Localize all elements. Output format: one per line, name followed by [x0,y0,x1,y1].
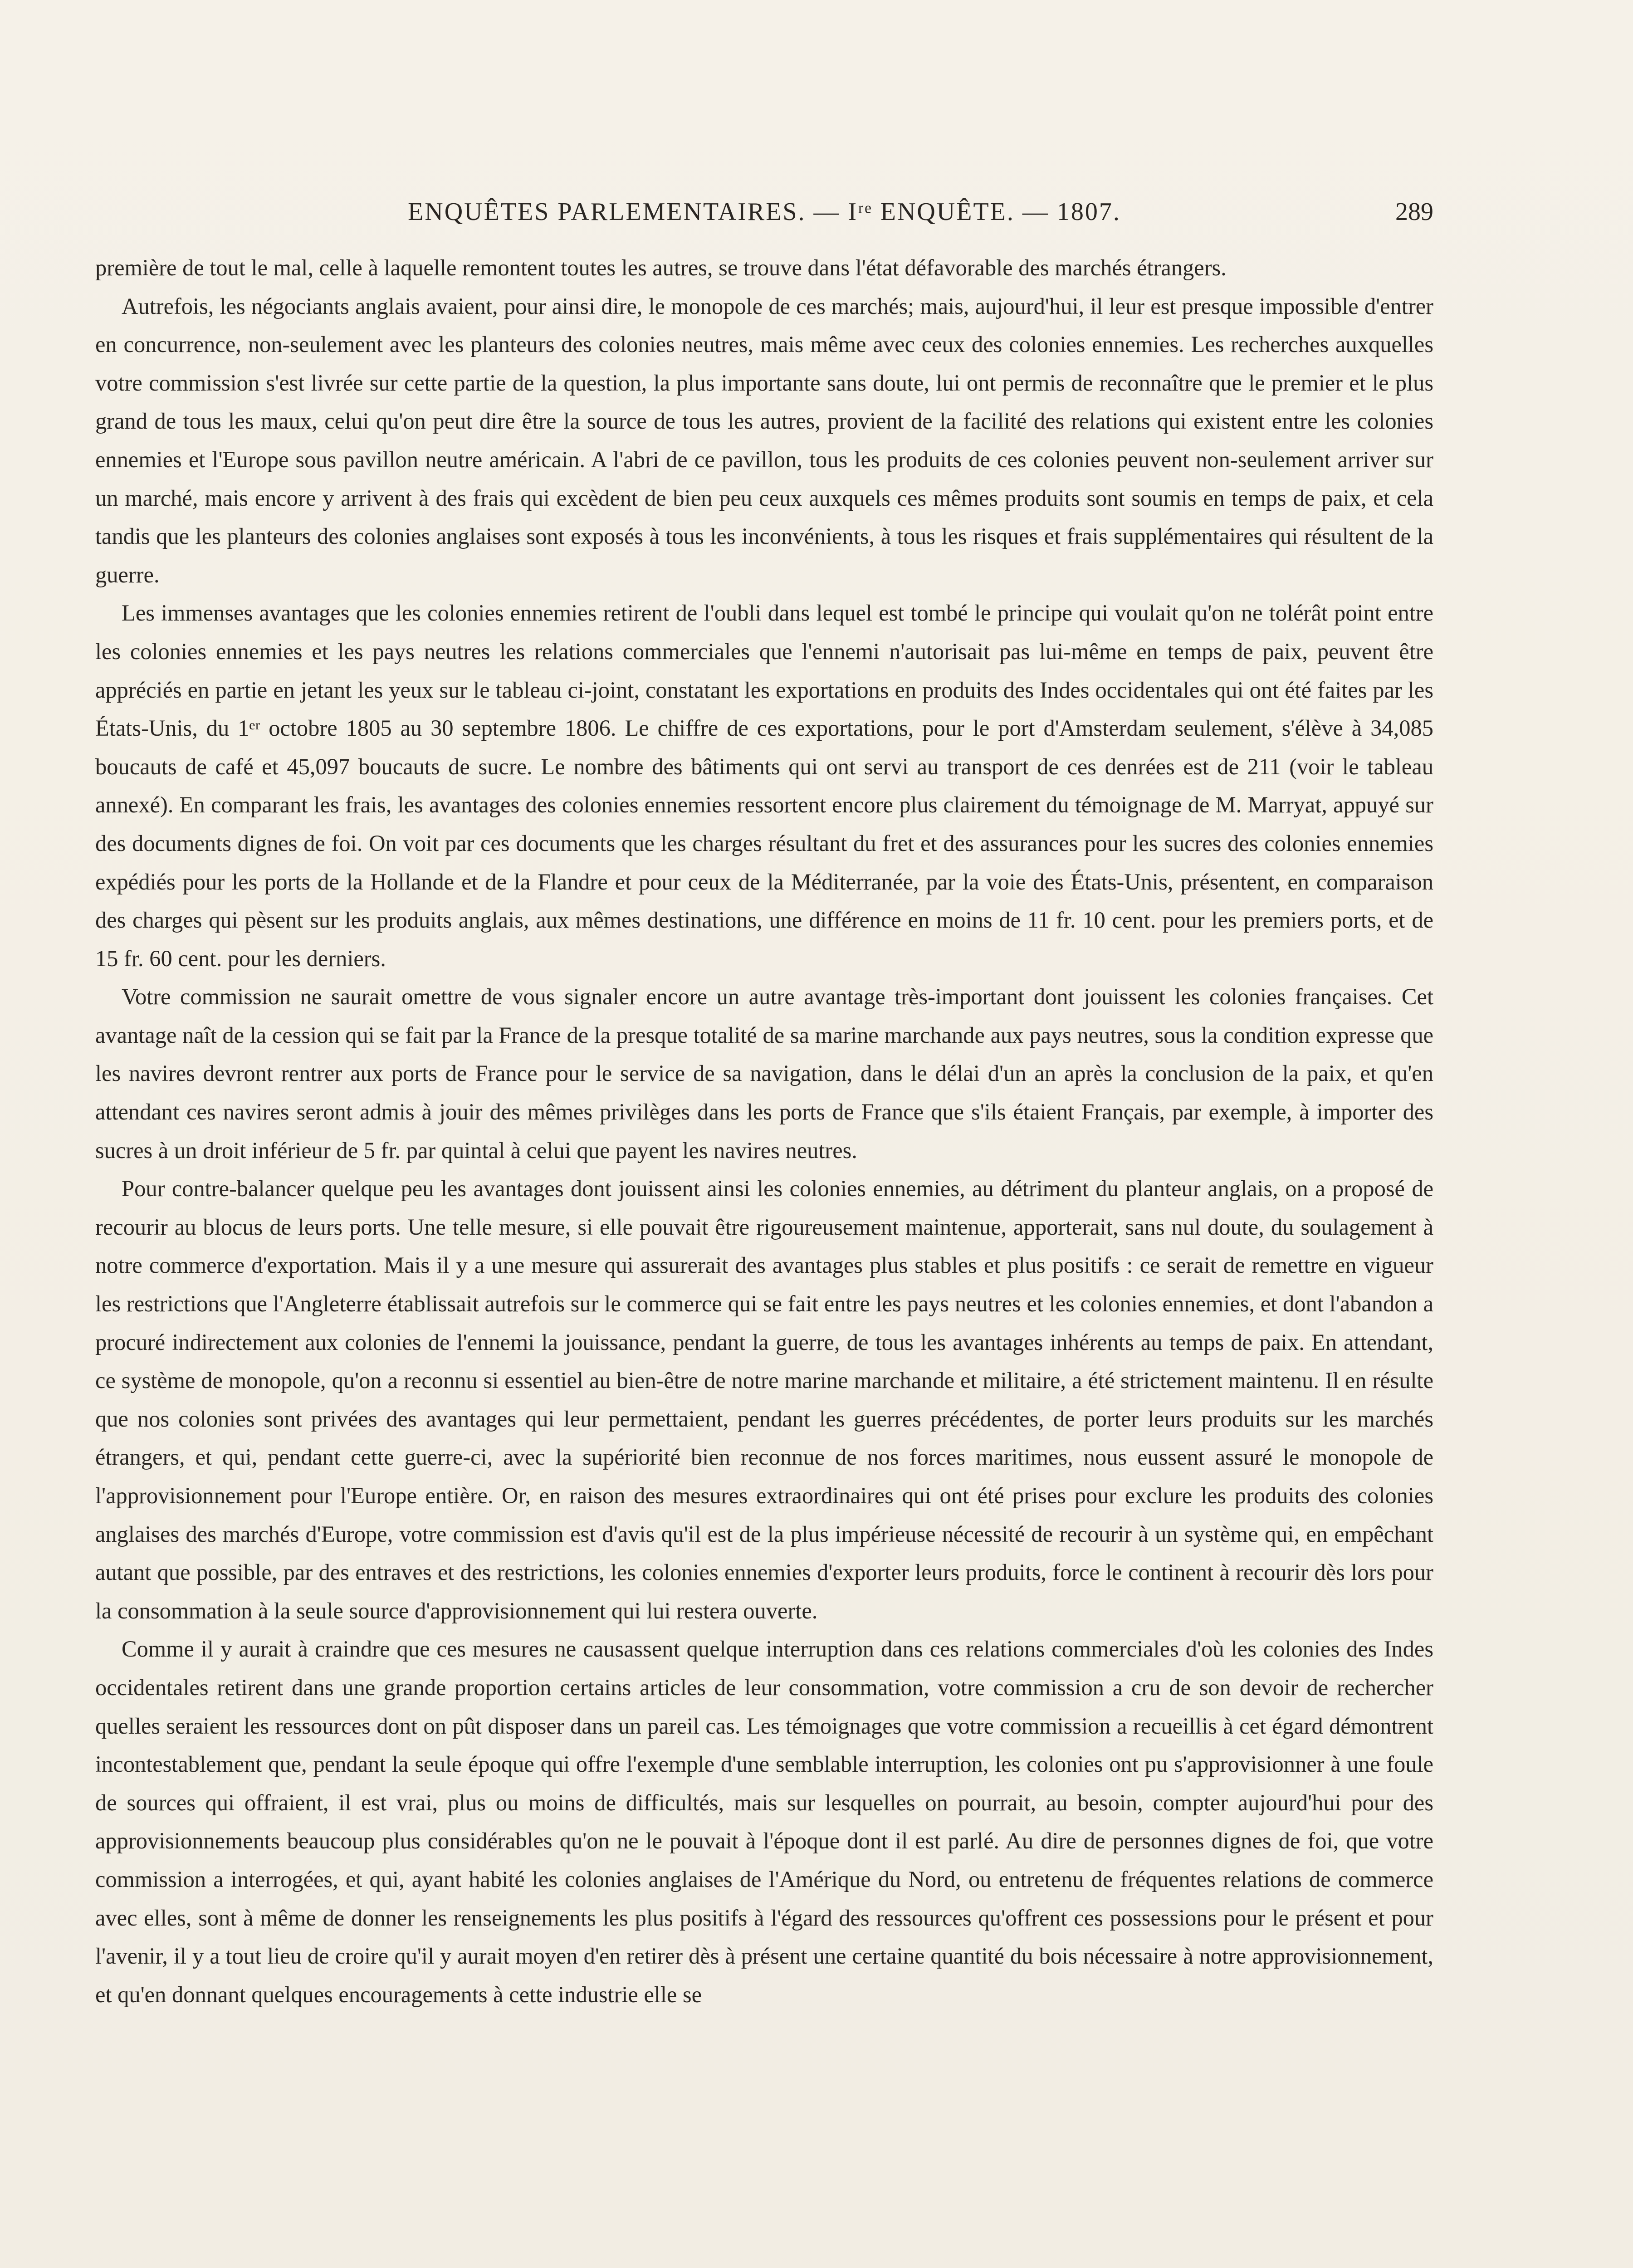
paragraph: Autrefois, les négociants anglais avaient, pour ainsi dire, le monopole de ces marchés; mais, aujourd'hui, il leur est presque impossible d'entrer en concurrence, non-seulement avec les planteurs des colonies neutres, mais même avec ceux des colonies ennemies. Les recherches auxquelles votre commission s'est livrée sur cette partie de la question, la plus importante sans doute, lui ont permis de reconnaître que le premier et le plus grand de tous les maux, celui qu'on peut dire être la source de tous les autres, provient de la facilité des relations qui existent entre les colonies ennemies et l'Europe sous pavillon neutre américain. A l'abri de ce pavillon, tous les produits de ces colonies peuvent non-seulement arriver sur un marché, mais encore y arrivent à des frais qui excèdent de bien peu ceux auxquels ces mêmes produits sont soumis en temps de paix, et cela tandis que les planteurs des colonies anglaises sont exposés à tous les inconvénients, à tous les risques et frais supplémentaires qui résultent de la guerre. [95,293,1433,587]
page-number: 289 [1395,198,1433,226]
paragraph: Comme il y aurait à craindre que ces mesures ne causassent quelque interruption dans ces relations commerciales d'où les colonies des Indes occidentales retirent dans une grande proportion certains articles de leur consommation, votre commission a cru de son devoir de rechercher quelles seraient les ressources dont on pût disposer dans un pareil cas. Les témoignages que votre commission a recueillis à cet égard démontrent incontestablement que, pendant la seule époque qui offre l'exemple d'une semblable interruption, les colonies ont pu s'approvisionner à une foule de sources qui offraient, il est vrai, plus ou moins de difficultés, mais sur lesquelles on pourrait, au besoin, compter aujourd'hui pour des approvisionnements beaucoup plus considérables qu'on ne le pouvait à l'époque dont il est parlé. Au dire de personnes dignes de foi, que votre commission a interrogées, et qui, ayant habité les colonies anglaises de l'Amérique du Nord, ou entretenu de fréquentes relations de commerce avec elles, sont à même de donner les renseignements les plus positifs à l'égard des ressources qu'offrent ces possessions pour le présent et pour l'avenir, il y a tout lieu de croire qu'il y aurait moyen d'en retirer dès à présent une certaine quantité du bois nécessaire à notre approvisionnement, et qu'en donnant quelques encouragements à cette industrie elle se [95,1636,1433,2007]
page-header [95,196,1433,232]
paragraph: Votre commission ne saurait omettre de vous signaler encore un autre avantage très-important dont jouissent les colonies françaises. Cet avantage naît de la cession qui se fait par la France de la presque totalité de sa marine marchande aux pays neutres, sous la condition expresse que les navires devront rentrer aux ports de France pour le service de sa navigation, dans le délai d'un an après la conclusion de la paix, et qu'en attendant ces navires seront admis à jouir des mêmes privilèges dans les ports de France que s'ils étaient Français, par exemple, à importer des sucres à un droit inférieur de 5 fr. par quintal à celui que payent les navires neutres. [95,984,1433,1163]
paragraph: Les immenses avantages que les colonies ennemies retirent de l'oubli dans lequel est tombé le principe qui voulait qu'on ne tolérât point entre les colonies ennemies et les pays neutres les relations commerciales que l'ennemi n'autorisait pas lui-même en temps de paix, peuvent être appréciés en partie en jetant les yeux sur le tableau ci-joint, constatant les exportations en produits des Indes occidentales qui ont été faites par les États-Unis, du 1ᵉʳ octobre 1805 au 30 septembre 1806. Le chiffre de ces exportations, pour le port d'Amsterdam seulement, s'élève à 34,085 boucauts de café et 45,097 boucauts de sucre. Le nombre des bâtiments qui ont servi au transport de ces denrées est de 211 (voir le tableau annexé). En comparant les frais, les avantages des colonies ennemies ressortent encore plus clairement du témoignage de M. Marryat, appuyé sur des documents dignes de foi. On voit par ces documents que les charges résultant du fret et des assurances pour les sucres des colonies ennemies expédiés pour les ports de la Hollande et de la Flandre et pour ceux de la Méditerranée, par la voie des États-Unis, présentent, en comparaison des charges qui pèsent sur les produits anglais, aux mêmes destinations, une différence en moins de 11 fr. 10 cent. pour les premiers ports, et de 15 fr. 60 cent. pour les derniers. [95,600,1433,971]
running-head: ENQUÊTES PARLEMENTAIRES. — Iʳᵉ ENQUÊTE. — 1807. [408,198,1121,226]
paragraph: Pour contre-balancer quelque peu les avantages dont jouissent ainsi les colonies ennemies, au détriment du planteur anglais, on a proposé de recourir au blocus de leurs ports. Une telle mesure, si elle pouvait être rigoureusement maintenue, apporterait, sans nul doute, du soulagement à notre commerce d'exportation. Mais il y a une mesure qui assurerait des avantages plus stables et plus positifs : ce serait de remettre en vigueur les restrictions que l'Angleterre établissait autrefois sur le commerce qui se fait entre les pays neutres et les colonies ennemies, et dont l'abandon a procuré indirectement aux colonies de l'ennemi la jouissance, pendant la guerre, de tous les avantages inhérents au temps de paix. En attendant, ce système de monopole, qu'on a reconnu si essentiel au bien-être de notre marine marchande et militaire, a été strictement maintenu. Il en résulte que nos colonies sont privées des avantages qui leur permettaient, pendant les guerres précédentes, de porter leurs produits sur les marchés étrangers, et qui, pendant cette guerre-ci, avec la supériorité bien reconnue de nos forces maritimes, nous eussent assuré le monopole de l'approvisionnement pour l'Europe entière. Or, en raison des mesures extraordinaires qui ont été prises pour exclure les produits des colonies anglaises des marchés d'Europe, votre commission est d'avis qu'il est de la plus impérieuse nécessité de recourir à un système qui, en empêchant autant que possible, par des entraves et des restrictions, les colonies ennemies d'exporter leurs produits, force le continent à recourir dès lors pour la consommation à la seule source d'approvisionnement qui lui restera ouverte. [95,1176,1433,1623]
paragraph-continuation: première de tout le mal, celle à laquelle remontent toutes les autres, se trouve dans l'état défavorable des marchés étrangers. [95,255,1227,280]
body-text [95,249,1433,2014]
